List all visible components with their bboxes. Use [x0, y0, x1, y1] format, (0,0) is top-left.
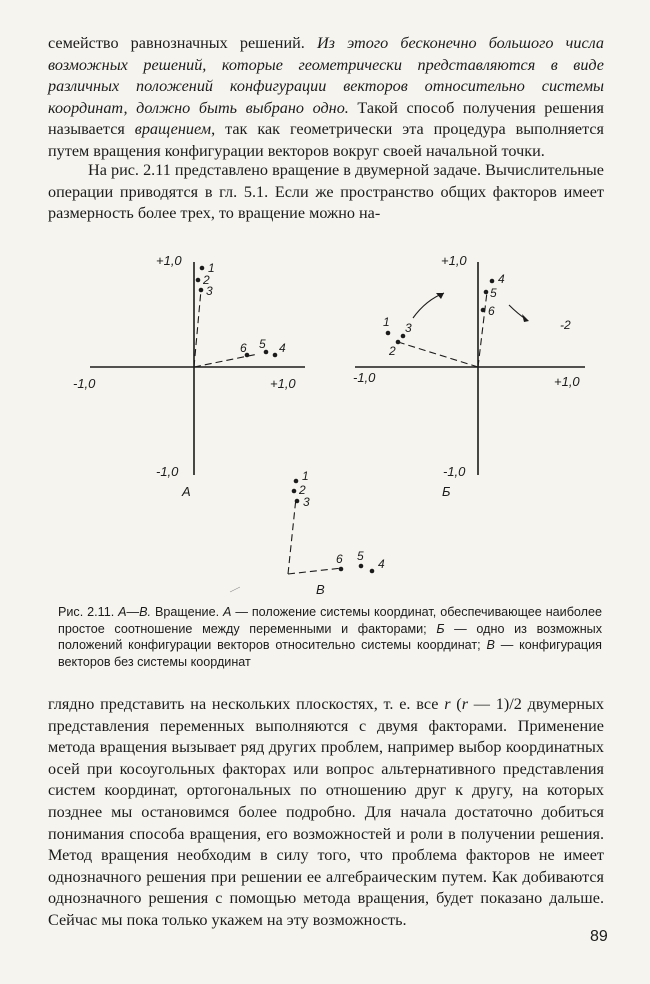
paragraph-figure-reference: На рис. 2.11 представлено вращение в двумерной задаче. Вычислительные операции приводятся в гл. 5.1. Если же пространство общих факторов имеет размерность более трех, то вращение можно на- — [48, 161, 604, 223]
term-rotation: вращением — [134, 120, 212, 139]
text-run-italic: Из этого бесконечно большого числа возможных решений, которые геометрически представляются в виде различных положений конфигурации векторов относительно системы координат, должно быть выбрано одно. — [48, 34, 604, 117]
panel-c-point-6 — [339, 567, 344, 572]
panel-b-point-label-4: 4 — [498, 272, 505, 286]
print-speck — [230, 587, 240, 592]
panel-b-point-5 — [484, 290, 489, 295]
panel-c-point-label-3: 3 — [303, 495, 310, 509]
caption-key-b: Б — [436, 621, 445, 636]
panel-c-point-label-5: 5 — [357, 549, 364, 563]
panel-b-point-label-2: 2 — [389, 344, 396, 358]
panel-a-vector-upper — [194, 290, 201, 367]
caption-title: Вращение. — [151, 605, 224, 619]
panel-b-vector-left — [398, 342, 478, 367]
caption-key-a: А — [223, 605, 232, 619]
panel-b-point-1 — [386, 331, 391, 336]
panel-b-point-4 — [490, 279, 495, 284]
panel-a-point-label-4: 4 — [279, 341, 286, 355]
caption-text-a: — положение системы координат, обеспечивающее наиболее простое соотношение между переменными и факторами; — [58, 605, 602, 636]
panel-c-vector-upper — [288, 498, 296, 574]
panel-b-axis-label-top: +1,0 — [441, 253, 467, 268]
page-number: 89 — [590, 928, 608, 945]
panel-a-axis-label-right: +1,0 — [270, 376, 296, 391]
panel-b-point-label-1: 1 — [383, 315, 390, 329]
panel-a-point-1 — [200, 266, 205, 271]
panel-c-point-2 — [292, 489, 297, 494]
panel-b-axis-label-left: -1,0 — [353, 370, 376, 385]
panel-c-vector-right — [288, 568, 342, 574]
panel-c-point-label-4: 4 — [378, 557, 385, 571]
panel-b-point-label-5: 5 — [490, 286, 497, 300]
caption-prefix: Рис. 2.11. — [58, 605, 119, 619]
caption-text-c: — конфигурация векторов без системы координат — [58, 638, 602, 669]
panel-a-point-2 — [196, 278, 201, 283]
caption-text-b: — одно из возможных положений конфигурации векторов относительно системы координат; — [58, 621, 603, 653]
text-run: Такой способ получения решения называется — [48, 98, 604, 139]
panel-a-point-label-5: 5 — [259, 337, 266, 351]
panel-c-point-label-6: 6 — [336, 552, 343, 566]
text-run: глядно представить на нескольких плоскостях, т. е. все — [48, 695, 445, 713]
text-run: ( — [450, 695, 462, 713]
panel-b-point-label-3: 3 — [405, 321, 412, 335]
panel-a-point-label-2: 2 — [203, 273, 210, 287]
panel-c-point-label-2: 2 — [299, 483, 306, 497]
panel-b-axis-label-right: +1,0 — [554, 374, 580, 389]
panel-a-axis-label-left: -1,0 — [73, 376, 96, 391]
panel-a-point-4 — [273, 353, 278, 358]
text-run: , так как геометрически эта процедура выполняется путем вращения конфигурации векторов вокруг своей начальной точки. — [48, 120, 604, 160]
formula-variable: r — [461, 695, 468, 713]
panel-c-point-5 — [359, 564, 364, 569]
panel-a-point-label-6: 6 — [240, 341, 247, 355]
panel-a-axis-label-bottom: -1,0 — [156, 464, 179, 479]
paragraph-rotation-problems — [48, 694, 604, 932]
rotation-arrowhead-right — [522, 314, 529, 322]
panel-b-axis-label-bottom: -1,0 — [443, 464, 466, 479]
rotation-mark: -2 — [560, 318, 571, 332]
text-run: семейство равнозначных решений. — [48, 34, 317, 52]
panel-c-point-label-1: 1 — [302, 469, 309, 483]
panel-a-point-label-1: 1 — [208, 261, 215, 275]
panel-c-point-3 — [295, 499, 300, 504]
panel-c-point-4 — [370, 569, 375, 574]
panel-b-point-2 — [396, 340, 401, 345]
panel-a-point-label-3: 3 — [206, 284, 213, 298]
caption-range: А—В. — [118, 605, 152, 619]
panel-b-vector-upper — [478, 292, 487, 367]
formula-variable: r — [444, 695, 451, 713]
panel-a-label: А — [182, 484, 191, 499]
panel-c-label: В — [316, 582, 325, 597]
panel-b-point-6 — [481, 308, 486, 313]
panel-b-label: Б — [442, 484, 451, 499]
panel-a-axis-label-top: +1,0 — [156, 253, 182, 268]
panel-a-point-3 — [199, 288, 204, 293]
panel-c-point-1 — [294, 479, 299, 484]
panel-b-point-label-6: 6 — [488, 304, 495, 318]
figure-caption — [58, 604, 602, 670]
caption-key-c: В — [486, 638, 495, 653]
text-run: — 1)/2 двумерных представления переменных выполняются с двумя факторами. Применение метода вращения вызывает ряд других проблем, например выбор координатных осей при косоугольных факторах или вопрос альтернативного представления систем координат, ортогональных по отношению друг к другу, на которых позднее мы остановимся более подробно. Для начала достаточно добиться понимания способа вращения, его возможностей и роли в получении решения. Метод вращения необходим в силу того, что проблема факторов не имеет однозначного решения при решении ее алгебраическим путем. Как добиваются однозначного решения с помощью метода вращения, будет показано дальше. Сейчас мы пока только укажем на эту возможность. — [48, 695, 605, 929]
